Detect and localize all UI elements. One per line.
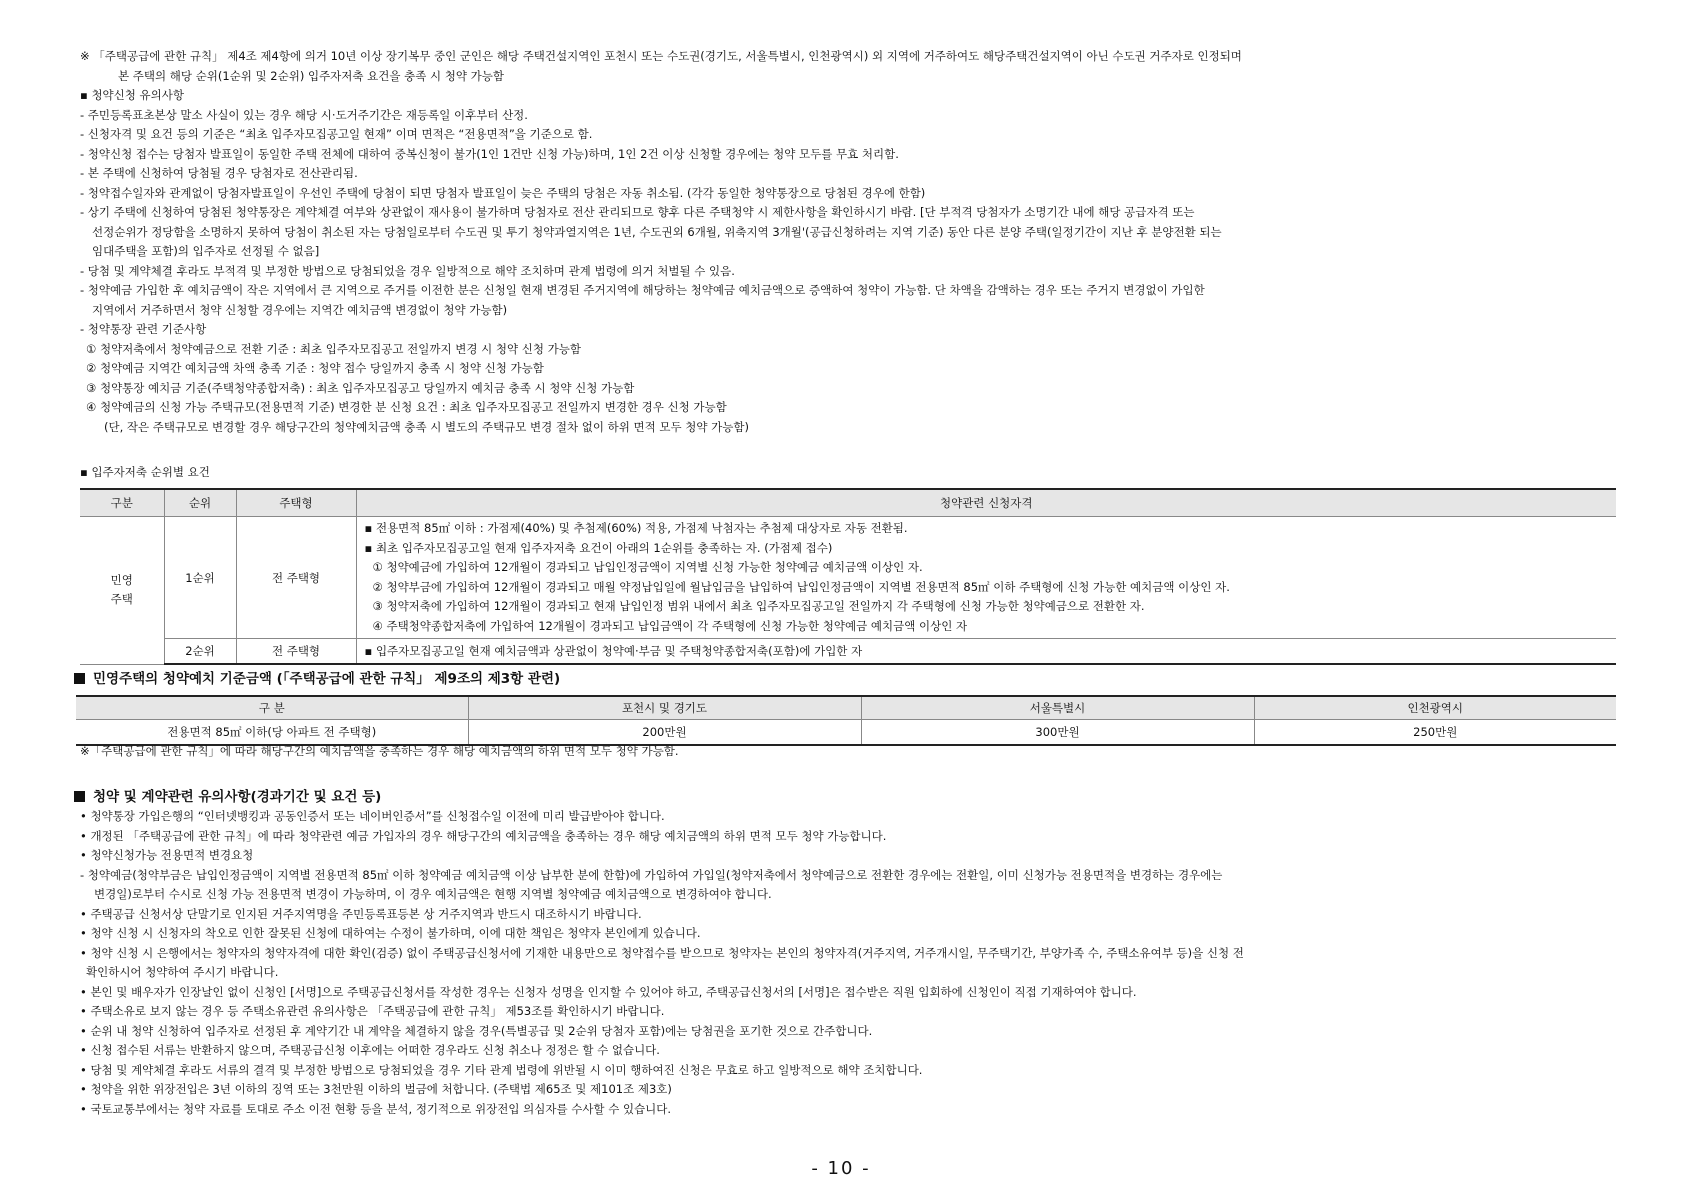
caution-line: 임대주택을 포함)의 입주자로 선정될 수 없음] [92, 244, 320, 258]
rank-table-heading [80, 463, 1620, 483]
contract-line: • 개정된 「주택공급에 관한 규칙」에 따라 청약관련 예금 가입자의 경우 해당구간의 예치금액을 충족하는 경우 해당 예치금액의 하위 면적 모두 청약 가능합니다. [80, 828, 887, 843]
contract-line: • 주택공급 신청서상 단말기로 인지된 거주지역명을 주민등록표등본 상 거주지역과 반드시 대조하시기 바랍니다. [80, 906, 642, 921]
table-header-row [80, 489, 1616, 517]
caution-line: - 본 주택에 신청하여 당첨될 경우 당첨자로 전산관리됨. [80, 166, 358, 180]
table-header-row [76, 696, 1616, 720]
deposit-heading [74, 669, 1614, 689]
eligibility-line: ② 청약부금에 가입하여 12개월이 경과되고 매월 약정납입일에 월납입금을 납입하여 납입인정금액이 지역별 전용면적 85㎡ 이하 주택형에 신청 가능한 예치금액 이상인 자. [372, 579, 1230, 594]
deposit-note-text: ※「주택공급에 관한 규칙」에 따라 해당구간의 예치금액을 충족하는 경우 해당 예치금액의 하위 면적 모두 청약 가능함. [80, 744, 679, 758]
contract-line: • 청약 신청 시 은행에서는 청약자의 청약자격에 대한 확인(검증) 없이 주택공급신청서에 기재한 내용만으로 청약접수를 받으므로 청약자는 본인의 청약자격(거주지역, 거주개시일, 무주택기간, 부양가족 수, 주택소유여부 등)을 신청 전 [80, 945, 1244, 960]
caution-line: 선정순위가 정당함을 소명하지 못하여 당첨이 취소된 자는 당첨일로부터 수도권 및 투기 청약과열지역은 1년, 수도권외 6개월, 위축지역 3개월'(공급신청하려는 지역 기준) 동안 다른 분양 주택(일정기간이 지난 후 분양전환 되는 [92, 224, 1222, 239]
contract-heading [74, 787, 1614, 807]
eligibility-line: ① 청약예금에 가입하여 12개월이 경과되고 납입인정금액이 지역별 신청 가능한 청약예금 예치금액 이상인 자. [372, 560, 923, 574]
pocheon-gyeonggi-amount: 200만원 [468, 720, 861, 746]
contract-line: 변경일)로부터 수시로 신청 가능 전용면적 변경이 가능하며, 이 경우 예치금액은 현행 지역별 청약예금 예치금액으로 변경하여야 합니다. [94, 887, 772, 901]
caution-line: - 청약접수일자와 관계없이 당첨자발표일이 우선인 주택에 당첨이 되면 당첨자 발표일이 늦은 주택의 당첨은 자동 취소됨. (각각 동일한 청약통장으로 당첨된 경우에 한함) [80, 185, 926, 200]
rank-requirement-table [80, 488, 1616, 665]
caution-line: - 당첨 및 계약체결 후라도 부적격 및 부정한 방법으로 당첨되었을 경우 일방적으로 해약 조치하며 관계 법령에 의거 처벌될 수 있음. [80, 263, 735, 278]
header-seoul: 서울특별시 [861, 696, 1254, 720]
caution-line: ④ 청약예금의 신청 가능 주택규모(전용면적 기준) 변경한 분 신청 요건 : 최초 입주자모집공고 전일까지 변경한 경우 신청 가능함 [86, 400, 727, 414]
caution-line: ② 청약예금 지역간 예치금액 차액 충족 기준 : 청약 접수 당일까지 충족 시 청약 신청 가능함 [86, 361, 544, 375]
intro-note-line-1: ※ 「주택공급에 관한 규칙」 제4조 제4항에 의거 10년 이상 장기복무 중인 군인은 해당 주택건설지역인 포천시 또는 수도권(경기도, 서울특별시, 인천광역시) 외 지역에 거주하여도 해당주택건설지역이 아닌 수도권 거주자로 인정되며 [80, 49, 1242, 63]
caution-line: - 청약예금 가입한 후 예치금액이 작은 지역에서 큰 지역으로 주거를 이전한 분은 신청일 현재 변경된 주거지역에 해당하는 청약예금 예치금액으로 증액하여 청약이 가능함. 단 차액을 감액하는 경우 또는 주거지 변경없이 가입한 [80, 283, 1205, 297]
contract-line: - 청약예금(청약부금은 납입인정금액이 지역별 전용면적 85㎡ 이하 청약예금 예치금액 이상 납부한 분에 한함)에 가입하여 가입일(청약저축에서 청약예금으로 전환한 경우에는 전환일, 이미 신청가능 전용면적을 변경하는 경우에는 [80, 867, 1223, 882]
caution-line: 지역에서 거주하면서 청약 신청할 경우에는 지역간 예치금액 변경없이 청약 가능함) [92, 302, 508, 317]
intro-note-line-2: 본 주택의 해당 순위(1순위 및 2순위) 입주자저축 요건을 충족 시 청약 가능함 [118, 68, 504, 83]
contract-line: 확인하시어 청약하여 주시기 바랍니다. [86, 965, 279, 979]
header-category: 구 분 [76, 696, 468, 720]
incheon-amount: 250만원 [1254, 720, 1616, 746]
deposit-note [80, 742, 1620, 762]
contract-heading-text: 청약 및 계약관련 유의사항(경과기간 및 요건 등) [93, 789, 382, 805]
contract-line: • 당첨 및 계약체결 후라도 서류의 결격 및 부정한 방법으로 당첨되었을 경우 기타 관계 법령에 위반될 시 이미 행하여진 신청은 무효로 하고 일방적으로 해약 조치합니다. [80, 1062, 923, 1077]
caution-heading: ▪ 청약신청 유의사항 [80, 88, 184, 102]
caution-line: (단, 작은 주택규모로 변경할 경우 해당구간의 청약예치금액 충족 시 별도의 주택규모 변경 절차 없이 하위 면적 모두 청약 가능함) [104, 419, 749, 434]
group-label-line-1: 민영 [110, 573, 133, 588]
header-rank: 순위 [164, 489, 236, 517]
rank-table-heading-text: ▪ 입주자저축 순위별 요건 [80, 465, 210, 479]
caution-line: ① 청약저축에서 청약예금으로 전환 기준 : 최초 입주자모집공고 전일까지 변경 시 청약 신청 가능함 [86, 341, 581, 356]
header-housing-type: 주택형 [236, 489, 356, 517]
caution-section [80, 86, 1620, 437]
eligibility-line: ③ 청약저축에 가입하여 12개월이 경과되고 현재 납입인정 범위 내에서 최초 입주자모집공고일 전일까지 각 주택형에 신청 가능한 청약예금으로 전환한 자. [372, 599, 1145, 613]
deposit-heading-text: 민영주택의 청약예치 기준금액 (「주택공급에 관한 규칙」 제9조의 제3항 관련) [93, 671, 561, 687]
header-pocheon-gyeonggi: 포천시 및 경기도 [468, 696, 861, 720]
square-bullet-icon [74, 791, 85, 802]
header-incheon: 인천광역시 [1254, 696, 1616, 720]
contract-section [80, 807, 1620, 1119]
group-cell [80, 517, 164, 665]
eligibility-line: ▪ 전용면적 85㎡ 이하 : 가점제(40%) 및 추첨제(60%) 적용, 가점제 낙첨자는 추첨제 대상자로 자동 전환됨. [364, 521, 908, 535]
table-row [80, 517, 1616, 639]
contract-line: • 청약을 위한 위장전입은 3년 이하의 징역 또는 3천만원 이하의 벌금에 처합니다. (주택법 제65조 및 제101조 제3호) [80, 1082, 672, 1096]
header-eligibility: 청약관련 신청자격 [356, 489, 1616, 517]
header-category: 구분 [80, 489, 164, 517]
eligibility-line: ④ 주택청약종합저축에 가입하여 12개월이 경과되고 납입금액이 각 주택형에 신청 가능한 청약예금 예치금액 이상인 자 [372, 618, 968, 633]
housing-type-cell: 전 주택형 [236, 517, 356, 639]
group-label-line-2: 주택 [110, 592, 133, 607]
contract-line: • 청약신청가능 전용면적 변경요청 [80, 848, 254, 862]
caution-line: - 상기 주택에 신청하여 당첨된 청약통장은 계약체결 여부와 상관없이 재사용이 불가하며 당첨자로 전산 관리되므로 향후 다른 주택청약 시 제한사항을 확인하시기 바람. [단 부적격 당첨자가 소명기간 내에 해당 공급자격 또는 [80, 205, 1195, 219]
square-bullet-icon [74, 673, 85, 684]
page-number: - 10 - [811, 1158, 871, 1179]
contract-line: • 청약통장 가입은행의 “인터넷뱅킹과 공동인증서 또는 네이버인증서”를 신청접수일 이전에 미리 발급받아야 합니다. [80, 809, 665, 823]
rank-cell: 1순위 [164, 517, 236, 639]
seoul-amount: 300만원 [861, 720, 1254, 746]
caution-line: ③ 청약통장 예치금 기준(주택청약종합저축) : 최초 입주자모집공고 당일까지 예치금 충족 시 청약 신청 가능함 [86, 380, 635, 395]
contract-line: • 본인 및 배우자가 인장날인 없이 신청인 [서명]으로 주택공급신청서를 작성한 경우는 신청자 성명을 인지할 수 있어야 하고, 주택공급신청서의 [서명]은 접수받은 직원 입회하에 신청인이 직접 기재하여야 합니다. [80, 984, 1137, 999]
caution-line: - 신청자격 및 요건 등의 기준은 “최초 입주자모집공고일 현재” 이며 면적은 “전용면적”을 기준으로 함. [80, 127, 593, 141]
contract-line: • 신청 접수된 서류는 반환하지 않으며, 주택공급신청 이후에는 어떠한 경우라도 신청 취소나 정정은 할 수 없습니다. [80, 1043, 660, 1057]
table-row [80, 639, 1616, 665]
housing-type-cell: 전 주택형 [236, 639, 356, 665]
intro-note [80, 47, 1620, 86]
eligibility-cell: ▪ 입주자모집공고일 현재 예치금액과 상관없이 청약예·부금 및 주택청약종합저축(포함)에 가입한 자 [356, 639, 1616, 665]
contract-line: • 주택소유로 보지 않는 경우 등 주택소유관련 유의사항은 「주택공급에 관한 규칙」 제53조를 확인하시기 바랍니다. [80, 1004, 665, 1018]
rank-cell: 2순위 [164, 639, 236, 665]
area-cell: 전용면적 85㎡ 이하(당 아파트 전 주택형) [76, 720, 468, 746]
contract-line: • 국토교통부에서는 청약 자료를 토대로 주소 이전 현황 등을 분석, 정기적으로 위장전입 의심자를 수사할 수 있습니다. [80, 1101, 672, 1116]
eligibility-cell [356, 517, 1616, 639]
contract-line: • 청약 신청 시 신청자의 착오로 인한 잘못된 신청에 대하여는 수정이 불가하며, 이에 대한 책임은 청약자 본인에게 있습니다. [80, 926, 701, 940]
eligibility-line: ▪ 최초 입주자모집공고일 현재 입주자저축 요건이 아래의 1순위를 충족하는 자. (가점제 접수) [364, 540, 833, 555]
caution-line: - 청약신청 접수는 당첨자 발표일이 동일한 주택 전체에 대하여 중복신청이 불가(1인 1건만 신청 가능)하며, 1인 2건 이상 신청할 경우에는 청약 모두를 무효 처리함. [80, 146, 899, 161]
contract-line: • 순위 내 청약 신청하여 입주자로 선정된 후 계약기간 내 계약을 체결하지 않을 경우(특별공급 및 2순위 당첨자 포함)에는 당첨권을 포기한 것으로 간주합니다. [80, 1023, 873, 1038]
deposit-table [76, 695, 1616, 746]
caution-line: - 주민등록표초본상 말소 사실이 있는 경우 해당 시·도거주기간은 재등록일 이후부터 산정. [80, 107, 528, 122]
caution-line: - 청약통장 관련 기준사항 [80, 322, 207, 336]
